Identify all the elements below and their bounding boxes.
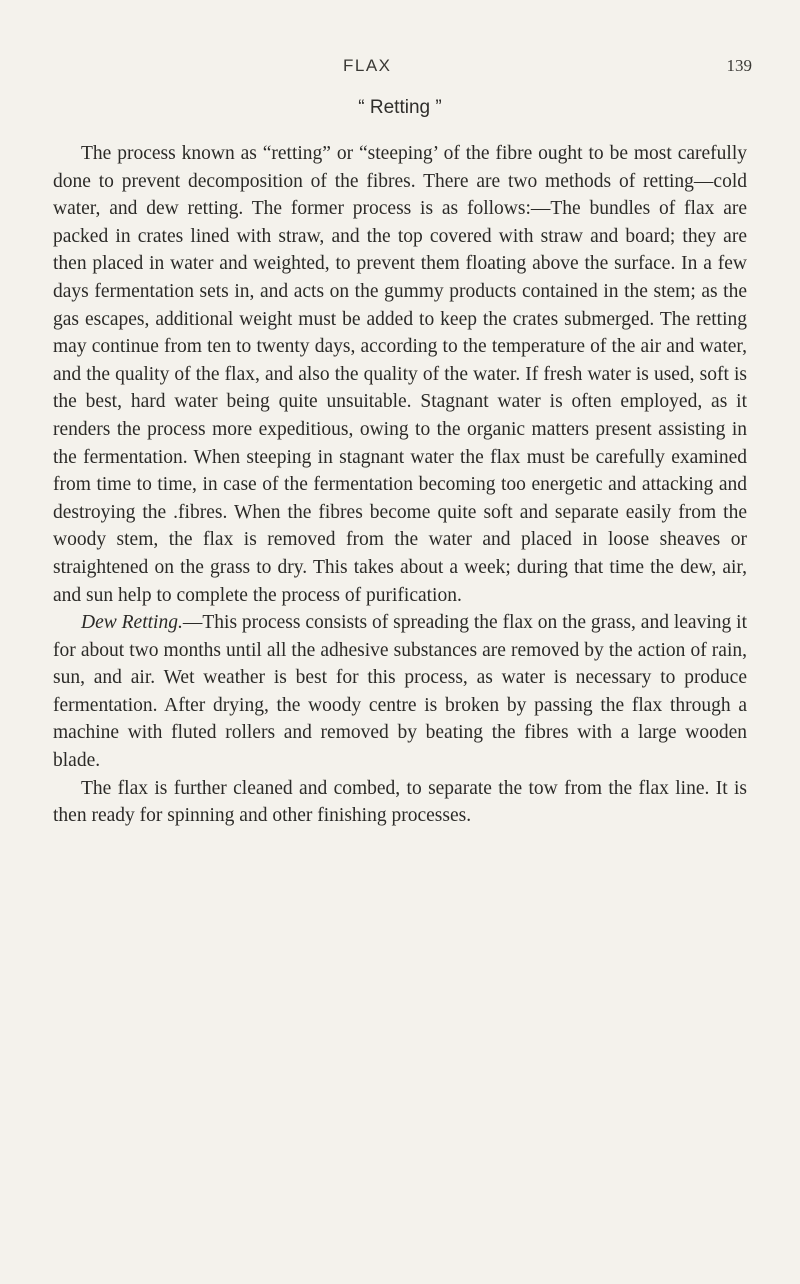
paragraph-retting-process: The process known as “retting” or “steeping’ of the fibre ought to be most carefully done to prevent decomposition of the fibres. There are two methods of retting—cold water, and dew retting. The former process is as follows:—The bundles of flax are packed in crates lined with straw, and the top covered with straw and board; they are then placed in water and weighted, to prevent them floating above the surface. In a few days fermentation sets in, and acts on the gummy products contained in the stem; as the gas escapes, additional weight must be added to keep the crates submerged. The retting may continue from ten to twenty days, according to the temperature of the air and water, and the quality of the flax, and also the quality of the water. If fresh water is used, soft is the best, hard water being quite unsuitable. Stagnant water is often employed, as it renders the process more expeditious, owing to the organic matters present assisting in the fermentation. When steeping in stagnant water the flax must be carefully examined from time to time, in case of the fermentation becoming too energetic and attacking and destroying the .fibres. When the fibres become quite soft and separate easily from the woody stem, the flax is removed from the water and placed in loose sheaves or straightened on the grass to dry. This takes about a week; during that time the dew, air, and sun help to complete the process of purification.	[53, 143, 747, 606]
inline-heading-dew-retting: Dew Retting.	[81, 612, 183, 634]
paragraph-dew-retting-text: —This process consists of spreading the flax on the grass, and leaving it for about two months until all the adhesive substances are removed by the action of rain, sun, and air. Wet weather is best for this process, as water is necessary to produce fermentation. After drying, the woody centre is broken by passing the flax through a machine with fluted rollers and removed by beating the fibres with a large wooden blade.	[53, 612, 747, 772]
paragraph-finishing: The flax is further cleaned and combed, to separate the tow from the flax line. It is then ready for spinning and other finishing processes.	[53, 777, 747, 827]
body-text	[53, 140, 747, 830]
running-head	[0, 56, 800, 80]
paragraph-dew-retting	[53, 609, 747, 775]
section-heading: “ Retting ”	[358, 97, 442, 118]
page-number: 139	[726, 56, 752, 75]
running-title: FLAX	[343, 56, 392, 75]
